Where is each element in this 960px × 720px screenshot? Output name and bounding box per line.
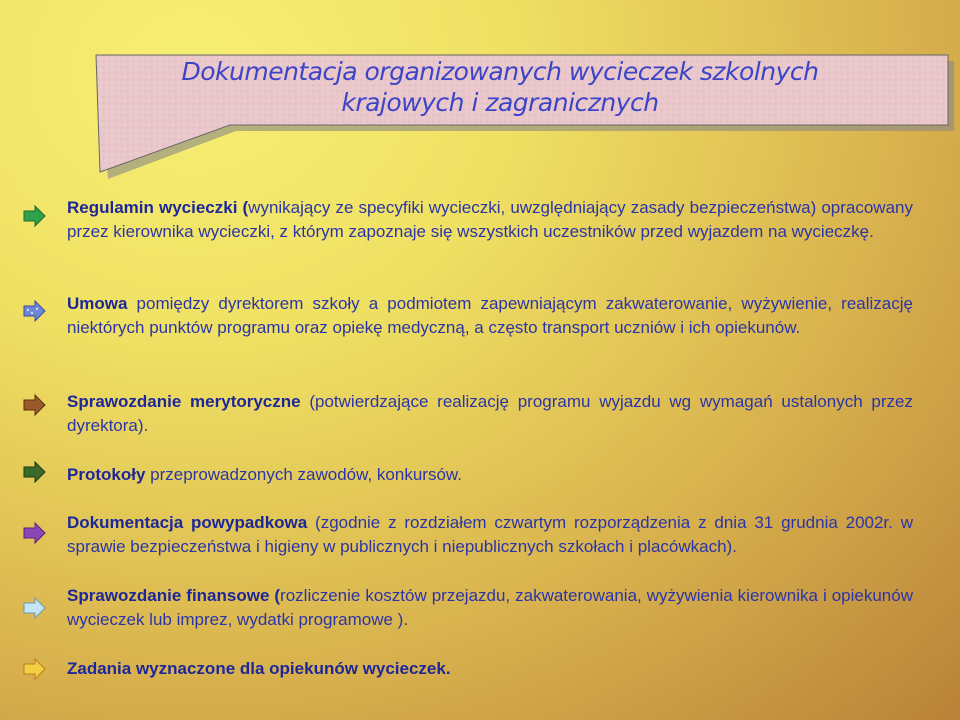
item-text: przeprowadzonych zawodów, konkursów. (145, 465, 462, 484)
list-item-protokoly (67, 463, 913, 487)
item-lead: Dokumentacja powypadkowa (67, 513, 308, 532)
item-lead: Regulamin wycieczki ( (67, 198, 249, 217)
item-text: rozliczenie kosztów przejazdu, zakwaterowania, wyżywienia kierownika i opiekunów wycieczek lub imprez, wydatki programowe ). (67, 586, 913, 629)
purple-arrow-icon (22, 522, 46, 544)
item-text: wynikający ze specyfiki wycieczki, uwzględniający zasady bezpieczeństwa) opracowany przez kierownika wycieczki, z którym zapoznaje się wszystkich uczestników przed wyjazdem na wycieczkę. (67, 198, 913, 241)
blue-patterned-arrow-icon (22, 300, 46, 322)
item-text: (zgodnie z rozdziałem czwartym rozporządzenia z dnia 31 grudnia 2002r. w sprawie bezpieczeństwa i higieny w publicznych i niepublicznych szkołach i placówkach). (67, 513, 913, 556)
item-lead: Zadania wyznaczone dla opiekunów wycieczek. (67, 659, 451, 678)
green-arrow-icon (22, 205, 46, 227)
item-lead: Umowa (67, 294, 128, 313)
item-text: pomiędzy dyrektorem szkoły a podmiotem zapewniającym zakwaterowanie, wyżywienie, realizację niektórych punktów programu oraz opiekę medyczną, a często transport uczniów i ich opiekunów. (67, 294, 913, 337)
item-lead: Sprawozdanie finansowe ( (67, 586, 281, 605)
item-lead: Protokoły (67, 465, 146, 484)
dark-green-arrow-icon (22, 461, 46, 483)
list-item-dokumentacja-powypadkowa (67, 511, 913, 559)
light-blue-arrow-icon (22, 597, 46, 619)
item-text: (potwierdzające realizację programu wyjazdu wg wymagań ustalonych przez dyrektora). (67, 392, 913, 435)
item-lead: Sprawozdanie merytoryczne (67, 392, 301, 411)
yellow-arrow-icon (22, 658, 46, 680)
list-item-zadania (67, 657, 913, 681)
title-line-1: Dokumentacja organizowanych wycieczek szkolnych (181, 57, 819, 86)
list-item-regulamin (67, 196, 913, 244)
list-item-umowa (67, 292, 913, 340)
title-line-2: krajowych i zagranicznych (341, 88, 659, 117)
list-item-sprawozdanie-merytoryczne (67, 390, 913, 438)
list-item-sprawozdanie-finansowe (67, 584, 913, 632)
brown-arrow-icon (22, 394, 46, 416)
